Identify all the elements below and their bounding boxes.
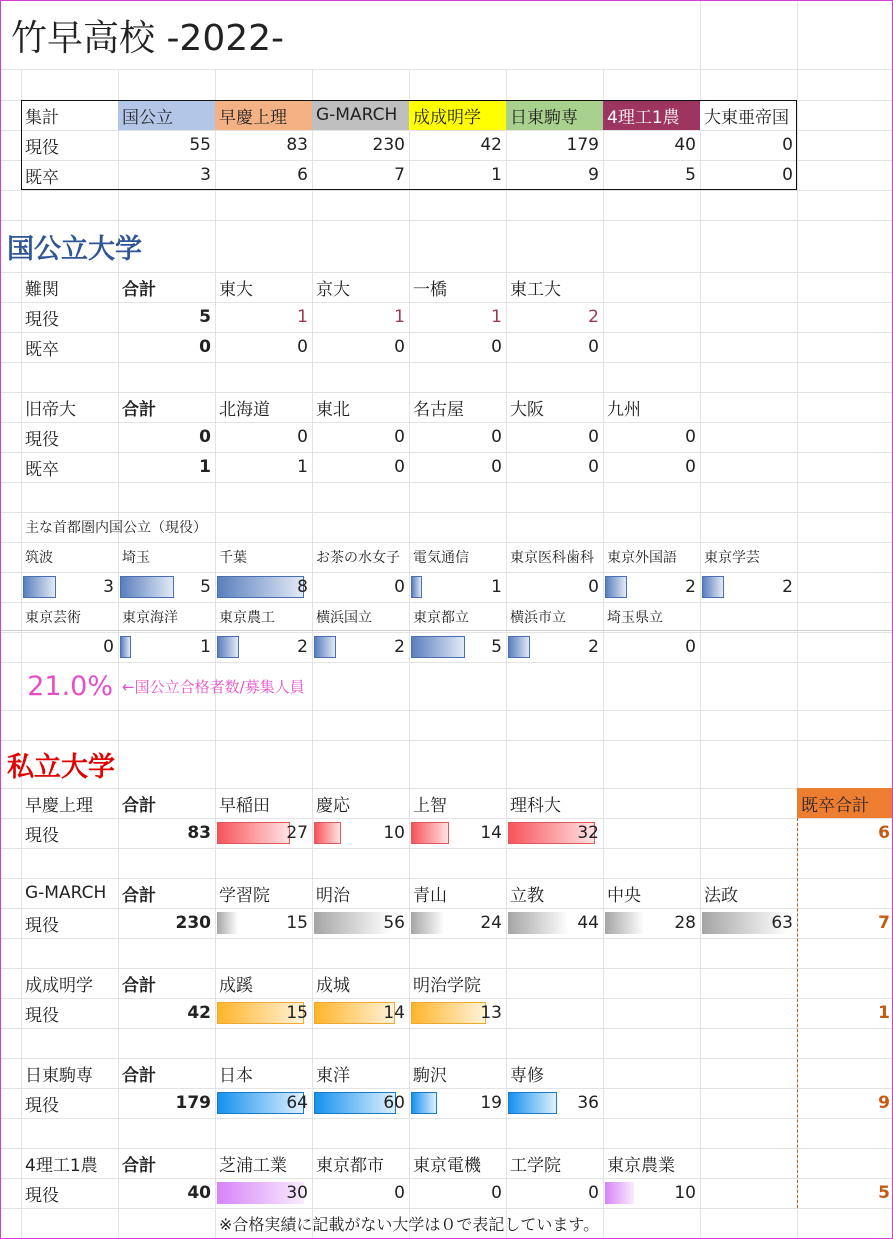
group-name[interactable]: 成成明学 — [25, 975, 93, 996]
metro-value[interactable]: 2 — [685, 577, 696, 597]
nankan-school[interactable]: 一橋 — [413, 279, 447, 300]
school-value[interactable]: 27 — [286, 823, 308, 843]
school-value[interactable]: 36 — [577, 1093, 599, 1113]
group-total-label[interactable]: 合計 — [122, 975, 156, 996]
kisotsu-total-header[interactable]: 既卒合計 — [797, 788, 893, 818]
kyuteidai-value[interactable]: 1 — [297, 457, 308, 477]
school-name[interactable]: 東洋 — [316, 1065, 350, 1086]
summary-value[interactable]: 0 — [782, 165, 793, 185]
group-row-label[interactable]: 現役 — [25, 825, 59, 846]
group-total-label[interactable]: 合計 — [122, 795, 156, 816]
summary-value[interactable]: 5 — [685, 165, 696, 185]
summary-header[interactable]: 国公立 — [118, 100, 215, 130]
metro-value[interactable]: 2 — [588, 637, 599, 657]
metro-value[interactable]: 2 — [297, 637, 308, 657]
metro-value[interactable]: 2 — [394, 637, 405, 657]
kyuteidai-row-label[interactable]: 現役 — [25, 429, 59, 450]
school-value[interactable]: 32 — [577, 823, 599, 843]
school-name[interactable]: 日本 — [219, 1065, 253, 1086]
metro-value[interactable]: 8 — [297, 577, 308, 597]
school-value[interactable]: 44 — [577, 913, 599, 933]
summary-header[interactable]: 日東駒専 — [506, 100, 603, 130]
school-name[interactable]: 早稲田 — [219, 795, 270, 816]
nankan-row-label[interactable]: 現役 — [25, 309, 59, 330]
grid-row-line — [1, 848, 893, 849]
metro-school[interactable]: 電気通信 — [413, 550, 469, 566]
school-value[interactable]: 24 — [480, 913, 502, 933]
grid-row-line — [1, 1118, 893, 1119]
nankan-total[interactable]: 5 — [199, 307, 211, 327]
summary-value[interactable]: 7 — [394, 165, 405, 185]
grid-row-line — [1, 362, 893, 363]
school-value[interactable]: 14 — [480, 823, 502, 843]
summary-corner[interactable]: 集計 — [25, 107, 59, 128]
nankan-value[interactable]: 0 — [491, 337, 502, 357]
kyuteidai-total[interactable]: 1 — [199, 457, 211, 477]
summary-value[interactable]: 83 — [286, 135, 308, 155]
school-name[interactable]: 上智 — [413, 795, 447, 816]
group-name[interactable]: 日東駒専 — [25, 1065, 93, 1086]
metro-value[interactable]: 3 — [103, 577, 114, 597]
public-section-heading[interactable]: 国公立大学 — [7, 233, 142, 265]
footnote[interactable]: ※合格実績に記載がない大学は０で表記しています。 — [219, 1214, 600, 1234]
nankan-total[interactable]: 0 — [199, 337, 211, 357]
group-name[interactable]: 早慶上理 — [25, 795, 93, 816]
school-value[interactable]: 63 — [771, 913, 793, 933]
metro-school[interactable]: お茶の水女子 — [316, 550, 400, 566]
school-name[interactable]: 中央 — [607, 885, 641, 906]
school-name[interactable]: 学習院 — [219, 885, 270, 906]
metro-school[interactable]: 千葉 — [219, 550, 247, 566]
school-value[interactable]: 56 — [383, 913, 405, 933]
metro-school[interactable]: 筑波 — [25, 550, 53, 566]
kyuteidai-total-label[interactable]: 合計 — [122, 399, 156, 420]
summary-header[interactable]: 4理工1農 — [603, 100, 700, 130]
group-row-label[interactable]: 現役 — [25, 1185, 59, 1206]
metro-school[interactable]: 東京学芸 — [704, 550, 760, 566]
school-name[interactable]: 青山 — [413, 885, 447, 906]
kisotsu-value[interactable]: 7 — [878, 913, 890, 933]
summary-value[interactable]: 40 — [674, 135, 696, 155]
metro-value[interactable]: 0 — [685, 637, 696, 657]
school-value[interactable]: 28 — [674, 913, 696, 933]
metro-value[interactable]: 0 — [394, 577, 405, 597]
nankan-school[interactable]: 東大 — [219, 279, 253, 300]
school-name[interactable]: 東京都市 — [316, 1155, 384, 1176]
kyuteidai-row-label[interactable]: 既卒 — [25, 459, 59, 480]
metro-value[interactable]: 5 — [200, 577, 211, 597]
summary-value[interactable]: 55 — [189, 135, 211, 155]
kyuteidai-total[interactable]: 0 — [199, 427, 211, 447]
kisotsu-value[interactable]: 9 — [878, 1093, 890, 1113]
group-total-label[interactable]: 合計 — [122, 1155, 156, 1176]
kisotsu-value[interactable]: 1 — [878, 1003, 890, 1023]
kyuteidai-school[interactable]: 大阪 — [510, 399, 544, 420]
school-value[interactable]: 0 — [491, 1183, 502, 1203]
summary-value[interactable]: 179 — [566, 135, 599, 155]
grid-row-line — [1, 482, 893, 483]
summary-value[interactable]: 3 — [200, 165, 211, 185]
metro-school[interactable]: 東京海洋 — [122, 610, 178, 626]
kyuteidai-value[interactable]: 0 — [685, 427, 696, 447]
summary-row-label[interactable]: 現役 — [25, 137, 59, 158]
school-name[interactable]: 駒沢 — [413, 1065, 447, 1086]
nankan-value[interactable]: 0 — [394, 337, 405, 357]
school-name[interactable]: 立教 — [510, 885, 544, 906]
summary-value[interactable]: 42 — [480, 135, 502, 155]
metro-value[interactable]: 0 — [588, 577, 599, 597]
school-name[interactable]: 芝浦工業 — [219, 1155, 287, 1176]
school-name[interactable]: 慶応 — [316, 795, 350, 816]
kyuteidai-value[interactable]: 0 — [588, 457, 599, 477]
metro-caption[interactable]: 主な首都圏内国公立（現役） — [25, 520, 207, 536]
group-row-label[interactable]: 現役 — [25, 915, 59, 936]
group-row-label[interactable]: 現役 — [25, 1005, 59, 1026]
metro-school[interactable]: 横浜国立 — [316, 610, 372, 626]
metro-school[interactable]: 東京都立 — [413, 610, 469, 626]
school-value[interactable]: 14 — [383, 1003, 405, 1023]
school-value[interactable]: 15 — [286, 1003, 308, 1023]
nankan-value[interactable]: 0 — [297, 337, 308, 357]
kyuteidai-value[interactable]: 0 — [588, 427, 599, 447]
metro-school[interactable]: 横浜市立 — [510, 610, 566, 626]
page-title: 竹早高校 -2022- — [7, 1, 607, 69]
metro-school[interactable]: 東京外国語 — [607, 550, 677, 566]
group-total-label[interactable]: 合計 — [122, 885, 156, 906]
group-name[interactable]: G-MARCH — [25, 883, 107, 903]
kisotsu-value[interactable]: 5 — [878, 1183, 890, 1203]
school-name[interactable]: 東京農業 — [607, 1155, 675, 1176]
school-name[interactable]: 成城 — [316, 975, 350, 996]
group-total[interactable]: 40 — [187, 1183, 211, 1203]
metro-value[interactable]: 2 — [782, 577, 793, 597]
nankan-value[interactable]: 0 — [588, 337, 599, 357]
school-value[interactable]: 0 — [394, 1183, 405, 1203]
metro-school[interactable]: 東京農工 — [219, 610, 275, 626]
pass-rate-note[interactable]: ←国公立合格者数/募集人員 — [122, 677, 305, 696]
group-total[interactable]: 83 — [187, 823, 211, 843]
kyuteidai-value[interactable]: 0 — [297, 427, 308, 447]
grid-row-line — [1, 69, 893, 70]
nankan-value[interactable]: 1 — [394, 307, 405, 327]
school-value[interactable]: 30 — [286, 1183, 308, 1203]
grid-row-line — [1, 938, 893, 939]
nankan-value[interactable]: 2 — [588, 307, 599, 327]
summary-header[interactable]: 早慶上理 — [215, 100, 312, 130]
grid-row-line — [1, 1028, 893, 1029]
school-name[interactable]: 理科大 — [510, 795, 561, 816]
school-name[interactable]: 専修 — [510, 1065, 544, 1086]
school-name[interactable]: 工学院 — [510, 1155, 561, 1176]
summary-value[interactable]: 6 — [297, 165, 308, 185]
group-total[interactable]: 179 — [175, 1093, 211, 1113]
kyuteidai-value[interactable]: 0 — [685, 457, 696, 477]
nankan-value[interactable]: 1 — [491, 307, 502, 327]
school-value[interactable]: 10 — [674, 1183, 696, 1203]
kyuteidai-value[interactable]: 0 — [394, 457, 405, 477]
school-name[interactable]: 明治学院 — [413, 975, 481, 996]
metro-school[interactable]: 埼玉県立 — [607, 610, 663, 626]
summary-row-label[interactable]: 既卒 — [25, 167, 59, 188]
nankan-value[interactable]: 1 — [297, 307, 308, 327]
summary-header[interactable]: 大東亜帝国 — [700, 100, 797, 130]
kisotsu-value[interactable]: 6 — [878, 823, 890, 843]
summary-header[interactable]: G-MARCH — [312, 100, 409, 130]
nankan-row-label[interactable]: 既卒 — [25, 339, 59, 360]
private-section-heading[interactable]: 私立大学 — [7, 751, 115, 783]
summary-header[interactable]: 成成明学 — [409, 100, 506, 130]
nankan-school[interactable]: 東工大 — [510, 279, 561, 300]
group-total[interactable]: 230 — [175, 913, 211, 933]
school-name[interactable]: 東京電機 — [413, 1155, 481, 1176]
nankan-total-label[interactable]: 合計 — [122, 279, 156, 300]
grid-row-line — [1, 190, 893, 191]
school-name[interactable]: 明治 — [316, 885, 350, 906]
school-value[interactable]: 60 — [383, 1093, 405, 1113]
school-name[interactable]: 法政 — [704, 885, 738, 906]
grid-row-line — [1, 710, 893, 711]
school-name[interactable]: 成蹊 — [219, 975, 253, 996]
pass-rate-value[interactable]: 21.0% — [27, 670, 113, 702]
double-rule — [1, 630, 893, 631]
metro-school[interactable]: 東京芸術 — [25, 610, 81, 626]
summary-value[interactable]: 0 — [782, 135, 793, 155]
group-total-label[interactable]: 合計 — [122, 1065, 156, 1086]
kyuteidai-school[interactable]: 北海道 — [219, 399, 270, 420]
group-row-label[interactable]: 現役 — [25, 1095, 59, 1116]
metro-value[interactable]: 1 — [491, 577, 502, 597]
group-name[interactable]: 4理工1農 — [25, 1155, 98, 1176]
kyuteidai-school[interactable]: 名古屋 — [413, 399, 464, 420]
kyuteidai-value[interactable]: 0 — [491, 457, 502, 477]
kyuteidai-value[interactable]: 0 — [394, 427, 405, 447]
kyuteidai-school[interactable]: 東北 — [316, 399, 350, 420]
summary-value[interactable]: 9 — [588, 165, 599, 185]
school-value[interactable]: 0 — [588, 1183, 599, 1203]
school-value[interactable]: 15 — [286, 913, 308, 933]
school-value[interactable]: 10 — [383, 823, 405, 843]
summary-value[interactable]: 1 — [491, 165, 502, 185]
metro-school[interactable]: 埼玉 — [122, 550, 150, 566]
group-total[interactable]: 42 — [187, 1003, 211, 1023]
nankan-title[interactable]: 難関 — [25, 279, 59, 300]
summary-value[interactable]: 230 — [372, 135, 405, 155]
metro-value[interactable]: 0 — [103, 637, 114, 657]
school-value[interactable]: 13 — [480, 1003, 502, 1023]
nankan-school[interactable]: 京大 — [316, 279, 350, 300]
kyuteidai-value[interactable]: 0 — [491, 427, 502, 447]
metro-value[interactable]: 1 — [200, 637, 211, 657]
metro-value[interactable]: 5 — [491, 637, 502, 657]
school-value[interactable]: 64 — [286, 1093, 308, 1113]
kyuteidai-school[interactable]: 九州 — [607, 399, 641, 420]
kyuteidai-title[interactable]: 旧帝大 — [25, 399, 76, 420]
metro-school[interactable]: 東京医科歯科 — [510, 550, 594, 566]
school-value[interactable]: 19 — [480, 1093, 502, 1113]
